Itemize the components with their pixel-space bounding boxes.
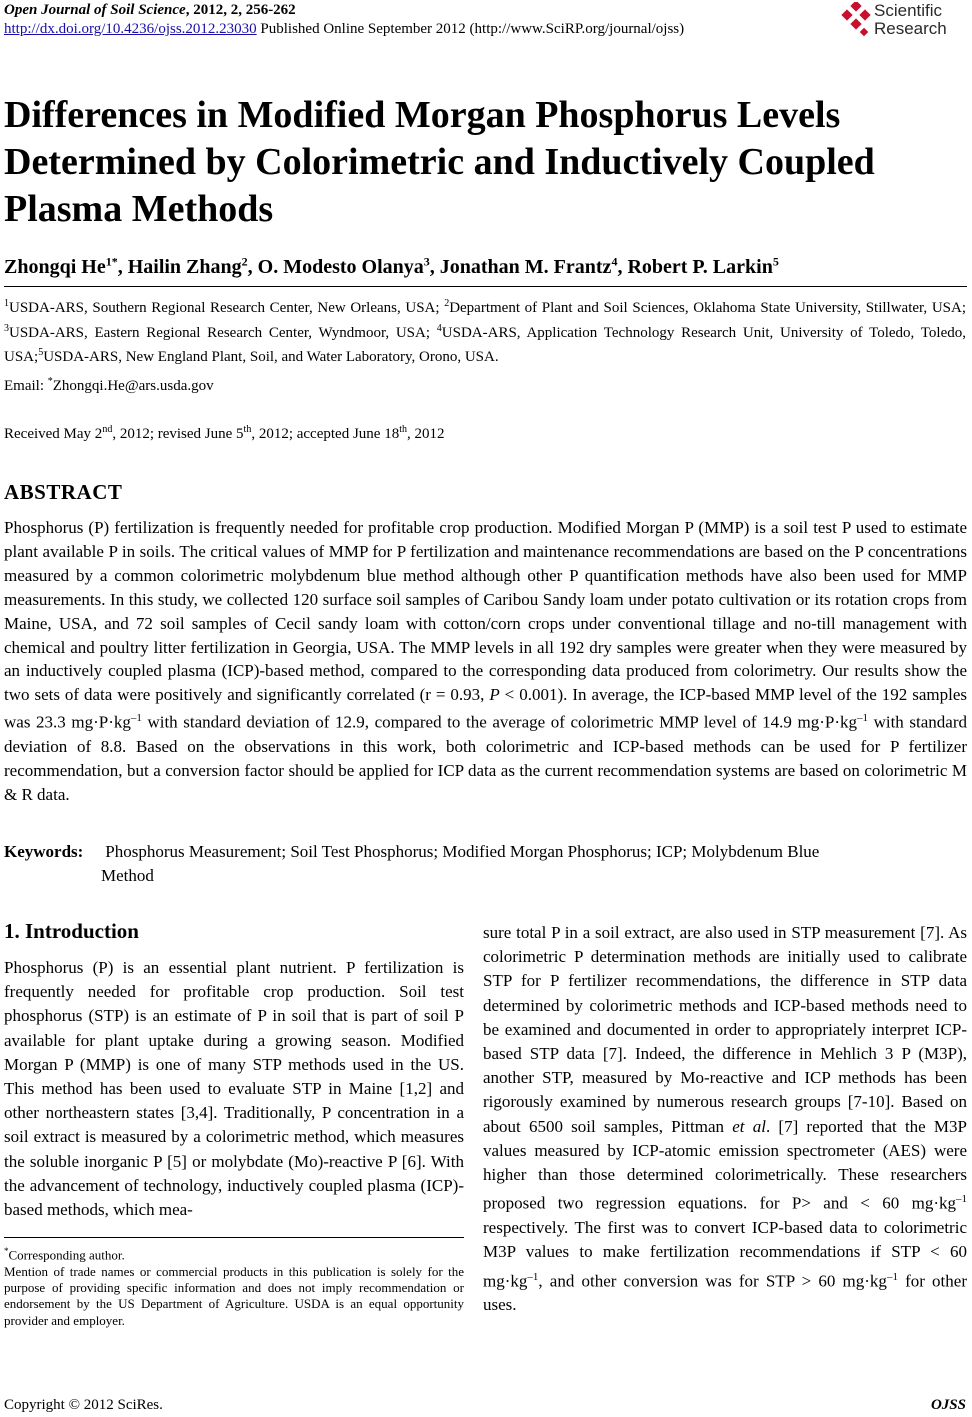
doi-link[interactable]: http://dx.doi.org/10.4236/ojss.2012.23030 xyxy=(4,21,257,37)
journal-name: Open Journal of Soil Science xyxy=(4,2,186,18)
keywords: Keywords: Phosphorus Measurement; Soil Test Phosphorus; Modified Morgan Phosphorus; ICP; Molybdenum Blue Method xyxy=(4,842,820,885)
footnote: *Corresponding author. Mention of trade names or commercial products in this publication is solely for the purpose of providing specific information and does not imply recommendation or endorsement by the US Department of Agriculture. USDA is an equal opportunity provider and employer. xyxy=(4,1246,464,1328)
author: Robert P. Larkin$^5$ xyxy=(627,254,779,278)
journal-header xyxy=(4,2,296,19)
email-line: Email: *Zhongqi.He@ars.usda.gov xyxy=(4,376,214,394)
author: Jonathan M. Frantz$^4$, xyxy=(439,254,628,278)
copyright: Copyright © 2012 SciRes. xyxy=(4,1397,163,1413)
journal-abbreviation: OJSS xyxy=(930,1397,966,1413)
abstract-text: Phosphorus (P) fertilization is frequently needed for profitable crop production. Modified Morgan P (MMP) is a soil test P used to estimate plant available P in soils. The critical values of MMP for P fertilization and maintenance recommendations are based on the P concentrations measured by a common colorimetric molybdenum blue method although other P quantification methods have also been used for MMP measurements. In this study, we collected 120 surface soil samples of Caribou Sandy loam under potato cultivation or its rotation crops from Maine, USA, and 72 soil samples of Cecil sandy loam with cotton/corn crops under conventional tillage and no-till management with chemical and poultry litter fertilization in Georgia, USA. The MMP levels in all 192 dry samples were greater when they were measured by an inductively coupled plasma (ICP)-based method, compared to the corresponding data produced from colorimetry. Our results show the two sets of data were positively and significantly correlated (r = 0.93, P < 0.001). In average, the ICP-based MMP level of the 192 samples was 23.3 $mg\cdot P\cdot kg^{-1}$ with standard deviation of 12.9, compared to the average of colorimetric MMP level of 14.9 $mg\cdot P\cdot kg^{-1}$ with standard deviation of 8.8. Based on the observations in this work, both colorimetric and ICP-based methods can be used for P fertilizer recommendation, but a conversion factor should be applied for ICP data as the current recommendation systems are based on colorimetric M & R data. xyxy=(4,518,968,804)
author: O. Modesto Olanya$^3$, xyxy=(257,254,440,278)
logo-line-1: Scientific xyxy=(874,1,943,20)
doi-line xyxy=(4,21,684,38)
affiliations: $^1$USDA-ARS, Southern Regional Research Center, New Orleans, USA; $^2$Department of Plant and Soil Sciences, Oklahoma State University, Stillwater, USA; $^3$USDA-ARS, Eastern Regional Research Center, Wyndmoor, USA; $^4$USDA-ARS, Application Technology Research Unit, University of Toledo, Toledo, USA;$^5$USDA-ARS, New England Plant, Soil, and Water Laboratory, Orono, USA. xyxy=(4,298,966,365)
author-divider xyxy=(4,286,967,287)
journal-issue: , 2012, 2, 256-262 xyxy=(185,2,296,18)
footnote-divider xyxy=(4,1237,464,1238)
author: Hailin Zhang$^2$, xyxy=(127,254,258,278)
email-address[interactable]: Zhongqi.He@ars.usda.gov xyxy=(52,378,214,394)
received-dates: Received May 2nd, 2012; revised June 5th, 2012; accepted June 18th, 2012 xyxy=(4,424,445,442)
paper-title: Differences in Modified Morgan Phosphorus Levels Determined by Colorimetric and Inductively Coupled Plasma Methods xyxy=(4,94,875,230)
keywords-label: Keywords: xyxy=(4,842,84,861)
abstract-heading: ABSTRACT xyxy=(4,480,123,504)
logo-wordmark xyxy=(874,2,947,38)
scientific-research-logo xyxy=(840,2,970,44)
intro-right-column: sure total P in a soil extract, are also used in STP measurement [7]. As colorimetric P determination methods are initially used to calibrate STP for P fertilizer recommendations, the difference in STP data determined by colorimetric methods and ICP-based methods need to be examined and documented in order to appropriately interpret ICP-based STP data [7]. Indeed, the difference in Mehlich 3 P (M3P), another STP, measured by Mo-reactive and ICP methods has been rigorously examined by numerous research groups [7-10]. Based on about 6500 soil samples, Pittman et al. [7] reported that the M3P values measured by ICP-atomic emission spectrometer (AES) were higher than those determined colorimetrically. These researchers proposed two regression equations. for P> and < 60 $mg\cdot kg^{-1}$ respectively. The first was to convert ICP-based data to colorimetric M3P values to make fertilization recommendations if STP < 60 $mg\cdot kg^{-1}$, and other conversion was for STP > 60 $mg\cdot kg^{-1}$ for other uses. xyxy=(483,923,967,1315)
published-note: Published Online September 2012 (http://www.SciRP.org/journal/ojss) xyxy=(256,21,685,37)
author-list xyxy=(4,254,964,279)
section-heading-introduction: 1. Introduction xyxy=(4,919,139,943)
logo-line-2: Research xyxy=(874,19,947,38)
logo-icon xyxy=(840,2,872,44)
author: Zhongqi $He^{1*}$, xyxy=(4,254,128,278)
intro-left-column: Phosphorus (P) is an essential plant nutrient. P fertilization is frequently needed for profitable crop production. Soil test phosphorus (STP) is an estimate of P in soil that is part of soil P available for plant uptake during a growing season. Modified Morgan P (MMP) is one of many STP methods used in the US. This method has been used to evaluate STP in Maine [1,2] and other northeastern states [3,4]. Traditionally, P concentration in a soil extract is measured by a colorimetric method, which measures the soluble inorganic P [5] or molybdate (Mo)-reactive P [6]. With the advancement of technology, inductively coupled plasma (ICP)-based methods, which mea- xyxy=(4,958,464,1220)
